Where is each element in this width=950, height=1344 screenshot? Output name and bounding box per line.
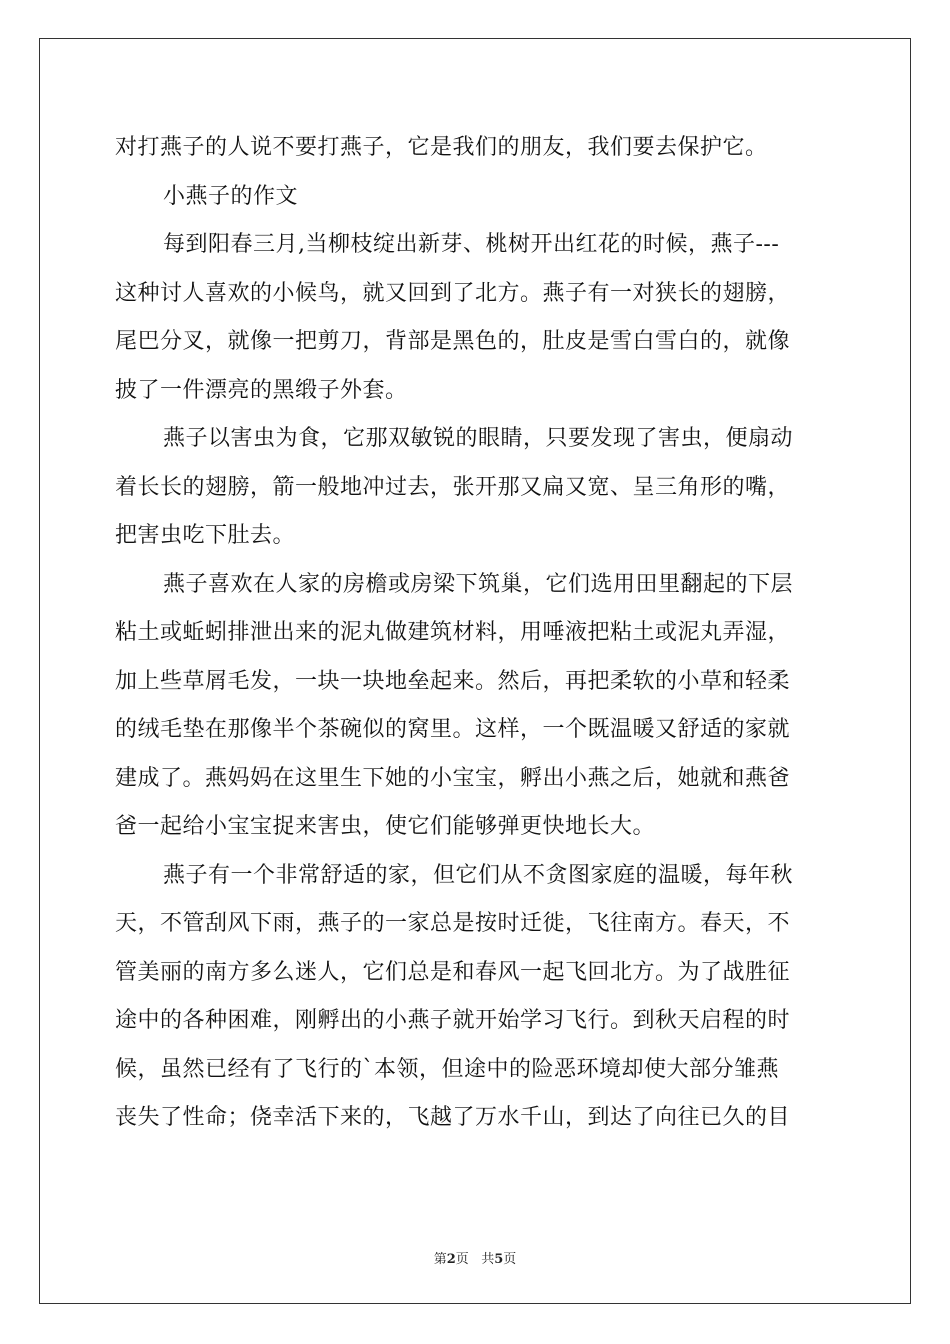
text-line: 尾巴分叉，就像一把剪刀，背部是黑色的，肚皮是雪白雪白的，就像 [115,329,791,354]
text-line: 的绒毛垫在那像半个茶碗似的窝里。这样，一个既温暖又舒适的家就 [115,717,791,742]
footer-total-suffix: 页 [503,1252,517,1267]
text-line: 燕子以害虫为食，它那双敏锐的眼睛，只要发现了害虫，便扇动 [163,426,794,451]
text-line: 披了一件漂亮的黑缎子外套。 [115,377,408,403]
footer-page-suffix: 页 [455,1252,469,1267]
footer-total-prefix: 共 [481,1252,495,1267]
text-line: 天，不管刮风下雨，燕子的一家总是按时迁徙，飞往南方。春天，不 [115,911,791,936]
text-line: 管美丽的南方多么迷人，它们总是和春风一起飞回北方。为了战胜征 [115,959,791,985]
text-line: 候，虽然已经有了飞行的`本领，但途中的险恶环境却使大部分雏燕 [115,1056,780,1082]
page-footer [0,1248,950,1267]
text-line: 每到阳春三月,当柳枝绽出新芽、桃树开出红花的时候，燕子--- [163,232,780,257]
footer-page-prefix: 第 [433,1252,447,1267]
text-line: 把害虫吃下肚去。 [115,523,296,548]
text-line: 小燕子的作文 [163,183,299,209]
text-line: 粘土或蚯蚓排泄出来的泥丸做建筑材料，用唾液把粘土或泥丸弄湿， [115,620,791,645]
document-body [115,124,835,1143]
footer-total-pages: 5 [494,1252,504,1267]
text-line: 燕子有一个非常舒适的家，但它们从不贪图家庭的温暖，每年秋 [163,862,794,888]
text-line: 对打燕子的人说不要打燕子，它是我们的朋友，我们要去保护它。 [115,135,768,160]
text-line: 爸一起给小宝宝捉来害虫，使它们能够弹更快地长大。 [115,814,656,839]
text-line: 着长长的翅膀，箭一般地冲过去，张开那又扁又宽、呈三角形的嘴， [115,474,791,500]
text-line: 这种讨人喜欢的小候鸟，就又回到了北方。燕子有一对狭长的翅膀， [115,280,791,306]
text-line: 丧失了性命；侥幸活下来的，飞越了万水千山，到达了向往已久的目 [115,1105,791,1130]
text-line: 加上些草屑毛发，一块一块地垒起来。然后，再把柔软的小草和轻柔 [115,668,791,694]
text-line: 途中的各种困难，刚孵出的小燕子就开始学习飞行。到秋天启程的时 [115,1008,791,1033]
footer-page-number: 2 [446,1252,456,1267]
text-line: 燕子喜欢在人家的房檐或房梁下筑巢，它们选用田里翻起的下层 [163,571,794,597]
text-line: 建成了。燕妈妈在这里生下她的小宝宝，孵出小燕之后，她就和燕爸 [115,765,791,791]
